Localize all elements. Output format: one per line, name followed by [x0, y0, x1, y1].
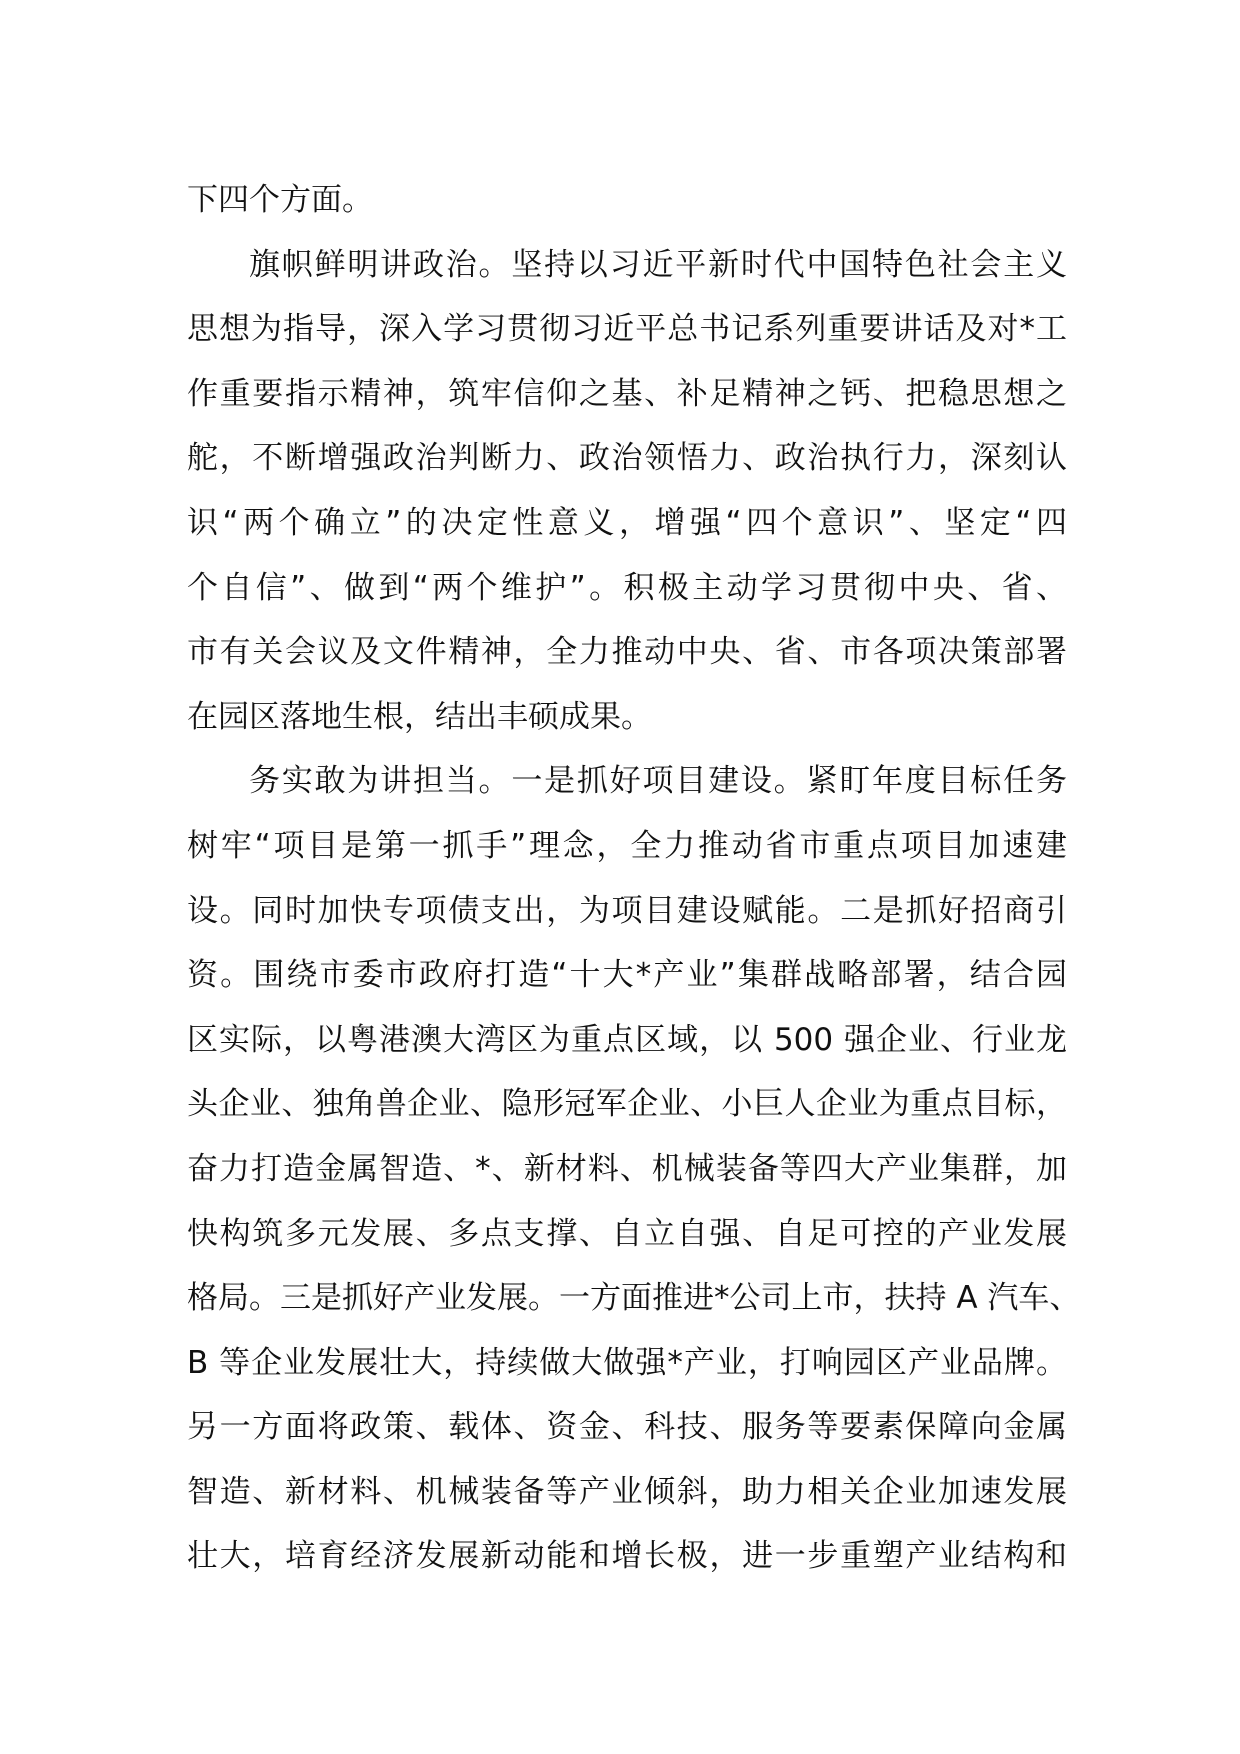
text-line: 奋力打造金属智造、*、新材料、机械装备等四大产业集群，加 — [187, 1150, 1067, 1187]
text-line: 市有关会议及文件精神，全力推动中央、省、市各项决策部署 — [187, 634, 1067, 671]
text-line: 下四个方面。 — [187, 182, 373, 218]
text-line: 智造、新材料、机械装备等产业倾斜，助力相关企业加速发展 — [187, 1473, 1067, 1510]
text-line: 另一方面将政策、载体、资金、科技、服务等要素保障向金属 — [187, 1409, 1067, 1446]
text-line: 头企业、独角兽企业、隐形冠军企业、小巨人企业为重点目标， — [187, 1086, 1067, 1123]
text-line: 格局。三是抓好产业发展。一方面推进*公司上市，扶持 A 汽车、 — [187, 1280, 1081, 1317]
text-line: 个自信”、做到“两个维护”。积极主动学习贯彻中央、省、 — [187, 569, 1067, 606]
paragraph-heading-line: 旗帜鲜明讲政治。坚持以习近平新时代中国特色社会主义 — [249, 246, 1067, 283]
text-line: 在园区落地生根，结出丰硕成果。 — [187, 698, 652, 735]
text-line: 设。同时加快专项债支出，为项目建设赋能。二是抓好招商引 — [187, 892, 1067, 929]
text-line: 快构筑多元发展、多点支撑、自立自强、自足可控的产业发展 — [187, 1215, 1067, 1252]
text-line: 资。围绕市委市政府打造“十大*产业”集群战略部署，结合园 — [187, 957, 1067, 994]
body-text — [187, 168, 1081, 1589]
text-line: 思想为指导，深入学习贯彻习近平总书记系列重要讲话及对*工 — [187, 311, 1067, 348]
text-line: 壮大，培育经济发展新动能和增长极，进一步重塑产业结构和 — [187, 1538, 1067, 1575]
text-line: B 等企业发展壮大，持续做大做强*产业，打响园区产业品牌。 — [187, 1344, 1067, 1381]
paragraph-heading-line: 务实敢为讲担当。一是抓好项目建设。紧盯年度目标任务 — [249, 763, 1067, 800]
text-line: 舵，不断增强政治判断力、政治领悟力、政治执行力，深刻认 — [187, 440, 1067, 477]
text-line: 区实际，以粤港澳大湾区为重点区域，以 500 强企业、行业龙 — [187, 1021, 1067, 1058]
text-line: 作重要指示精神，筑牢信仰之基、补足精神之钙、把稳思想之 — [187, 375, 1067, 412]
text-line: 树牢“项目是第一抓手”理念，全力推动省市重点项目加速建 — [187, 827, 1067, 864]
text-line: 识“两个确立”的决定性意义，增强“四个意识”、坚定“四 — [187, 504, 1067, 541]
